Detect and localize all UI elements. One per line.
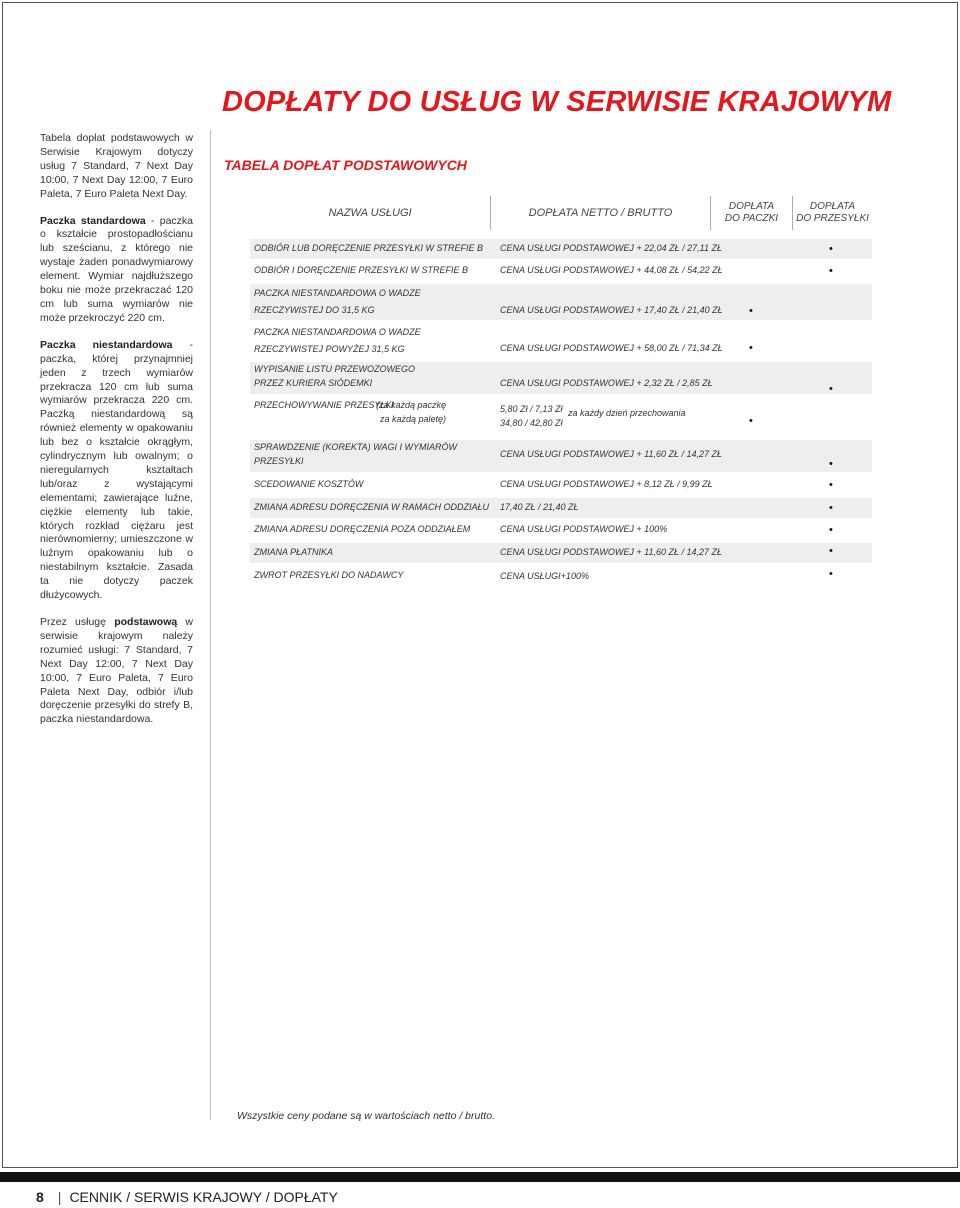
table-row (250, 476, 872, 496)
service-price: CENA USŁUGI PODSTAWOWEJ + 2,32 ZŁ / 2,85 ZŁ (500, 378, 713, 388)
service-price: 17,40 ZŁ / 21,40 ZŁ (500, 502, 579, 512)
service-name-line2: PRZEZ KURIERA SIÓDEMKI (254, 378, 373, 388)
shipment-marker: • (829, 524, 833, 536)
table-row (250, 567, 872, 587)
basic-term: podstawową (114, 616, 178, 628)
table-row (250, 362, 872, 394)
service-price: CENA USŁUGI PODSTAWOWEJ + 8,12 ZŁ / 9,99 ZŁ (500, 479, 713, 489)
service-name (254, 285, 421, 319)
service-name-line1: PACZKA NIESTANDARDOWA O WADZE (254, 288, 421, 298)
storage-price-line1: 5,80 Zł / 7,13 Zł (500, 404, 563, 414)
page-footer (36, 1189, 338, 1205)
basic-text: w serwisie krajowym należy rozumieć usługi: 7 Standard, 7 Next Day 12:00, 7 Next Day 10:00, 7 Euro Paleta, 7 Euro Paleta Next Day, odbiór i/lub doręczenie przesyłki do strefy B, paczka niestandardowa. (40, 616, 194, 726)
service-name: ODBIÓR LUB DORĘCZENIE PRZESYŁKI W STREFIE B (254, 243, 484, 253)
header-service-name: NAZWA USŁUGI (328, 207, 412, 219)
service-price: CENA USŁUGI PODSTAWOWEJ + 11,60 ZŁ / 14,27 ZŁ (500, 547, 722, 557)
table-header (250, 196, 872, 230)
table-row (250, 498, 872, 518)
service-name-line2: RZECZYWISTEJ POWYŻEJ 31,5 KG (254, 344, 405, 354)
table-row (250, 261, 872, 281)
service-name: PRZECHOWYWANIE PRZESYŁKI (254, 400, 394, 410)
storage-note (376, 398, 446, 426)
service-price: CENA USŁUGI PODSTAWOWEJ + 44,08 ZŁ / 54,22 ZŁ (500, 265, 723, 275)
shipment-marker: • (829, 383, 833, 395)
table-row (250, 239, 872, 259)
shipment-marker: • (829, 479, 833, 491)
header-package (710, 196, 792, 230)
shipment-marker: • (829, 458, 833, 470)
storage-price-line2: 34,80 / 42,80 Zł (500, 418, 563, 428)
service-price: CENA USŁUGI PODSTAWOWEJ + 17,40 ZŁ / 21,40 ZŁ (500, 305, 723, 315)
service-name (254, 440, 457, 468)
standard-text: - paczka o kształcie prostopadłościanu lub sześcianu, z którego nie wystaje żaden ponadwymiarowy element. Wymiar najdłuższego boku nie może przekraczać 120 cm lub suma wymiarów nie może przekroczyć 220 cm. (40, 214, 194, 324)
header-shipment (792, 196, 872, 230)
service-name (254, 362, 415, 390)
footer-section: CENNIK / SERWIS KRAJOWY / DOPŁATY (69, 1189, 338, 1205)
table-row (250, 521, 872, 541)
package-marker: • (749, 342, 753, 354)
sidebar-notes (40, 132, 193, 740)
service-name-line1: SPRAWDZENIE (KOREKTA) WAGI I WYMIARÓW (254, 442, 458, 452)
service-name-line2: RZECZYWISTEJ DO 31,5 KG (254, 305, 375, 315)
service-name-line1: WYPISANIE LISTU PRZEWOZOWEGO (254, 364, 416, 374)
header-shipment-line1: DOPŁATA (809, 201, 856, 212)
table-row (250, 398, 872, 438)
service-price: CENA USŁUGI+100% (500, 571, 589, 581)
storage-price-note: za każdy dzień przechowania (568, 408, 686, 418)
standard-term: Paczka standardowa (40, 214, 146, 227)
service-price: CENA USŁUGI PODSTAWOWEJ + 11,60 ZŁ / 14,27 ZŁ (500, 449, 722, 459)
service-name: SCEDOWANIE KOSZTÓW (254, 479, 364, 489)
nonstandard-term: Paczka niestandardowa (40, 338, 173, 351)
header-price: DOPŁATA NETTO / BRUTTO (490, 196, 710, 230)
shipment-marker: • (829, 502, 833, 514)
shipment-marker: • (829, 568, 833, 580)
sidebar-basic-definition (40, 616, 193, 727)
nonstandard-text: - paczka, której przynajmniej jeden z trzech wymiarów przekracza 120 cm lub suma wymiarów przekracza 220 cm. Paczką niestandardową są również elementy w opakowaniu lub bez o kształcie okrągłym, cylindrycznym lub owalnym; o nieregularnych kształtach lub/oraz z wystającymi elementami; zawierające luźne, ciężkie elementy lub takie, których rozkład ciężaru jest nierównomierny; umieszczone w luźnym opakowaniu lub o niestabilnym kształcie. Zasada ta nie dotyczy paczek dłużycowych. (40, 338, 193, 602)
page-title: DOPŁATY DO USŁUG W SERWISIE KRAJOWYM (222, 86, 892, 118)
service-name: ZMIANA PŁATNIKA (254, 547, 334, 557)
table-row (250, 284, 872, 320)
service-name: ODBIÓR I DORĘCZENIE PRZESYŁKI W STREFIE B (254, 265, 469, 275)
service-name-line2: PRZESYŁKI (254, 456, 304, 466)
service-name: ZMIANA ADRESU DORĘCZENIA W RAMACH ODDZIAŁU (254, 502, 490, 512)
header-shipment-line2: DO PRZESYŁKI (796, 213, 869, 224)
table-row (250, 543, 872, 563)
service-name-line1: PACZKA NIESTANDARDOWA O WADZE (254, 327, 421, 337)
service-price: CENA USŁUGI PODSTAWOWEJ + 22,04 ZŁ / 27,11 ZŁ (500, 243, 722, 253)
service-name: ZWROT PRZESYŁKI DO NADAWCY (254, 570, 404, 580)
storage-note-line1: (za każdą paczkę (376, 400, 447, 410)
page-number: 8 (36, 1189, 44, 1205)
column-divider (210, 130, 211, 1120)
service-price: CENA USŁUGI PODSTAWOWEJ + 58,00 ZŁ / 71,34 ZŁ (500, 343, 723, 353)
shipment-marker: • (829, 545, 833, 557)
header-package-line2: DO PACZKI (724, 213, 779, 224)
service-price: CENA USŁUGI PODSTAWOWEJ + 100% (500, 524, 668, 534)
sidebar-nonstandard-definition (40, 339, 193, 603)
storage-price (500, 402, 563, 430)
table-row (250, 323, 872, 361)
package-marker: • (749, 305, 753, 317)
service-name (254, 324, 421, 358)
shipment-marker: • (829, 243, 833, 255)
table-title: TABELA DOPŁAT PODSTAWOWYCH (224, 157, 467, 173)
basic-prefix: Przez usługę (40, 616, 115, 628)
price-footnote: Wszystkie ceny podane są w wartościach netto / brutto. (237, 1110, 495, 1122)
service-name: ZMIANA ADRESU DORĘCZENIA POZA ODDZIAŁEM (254, 524, 471, 534)
storage-note-line2: za każdą paletę) (380, 414, 447, 424)
footer-separator: | (57, 1189, 62, 1205)
sidebar-standard-definition (40, 215, 193, 326)
sidebar-intro: Tabela dopłat podstawowych w Serwisie Krajowym dotyczy usług 7 Standard, 7 Next Day 10:00, 7 Next Day 12:00, 7 Euro Paleta, 7 Euro Paleta Next Day. (40, 132, 193, 200)
header-package-line1: DOPŁATA (728, 201, 775, 212)
package-marker: • (749, 415, 753, 427)
footer-bar (0, 1172, 960, 1182)
shipment-marker: • (829, 265, 833, 277)
table-row (250, 440, 872, 472)
